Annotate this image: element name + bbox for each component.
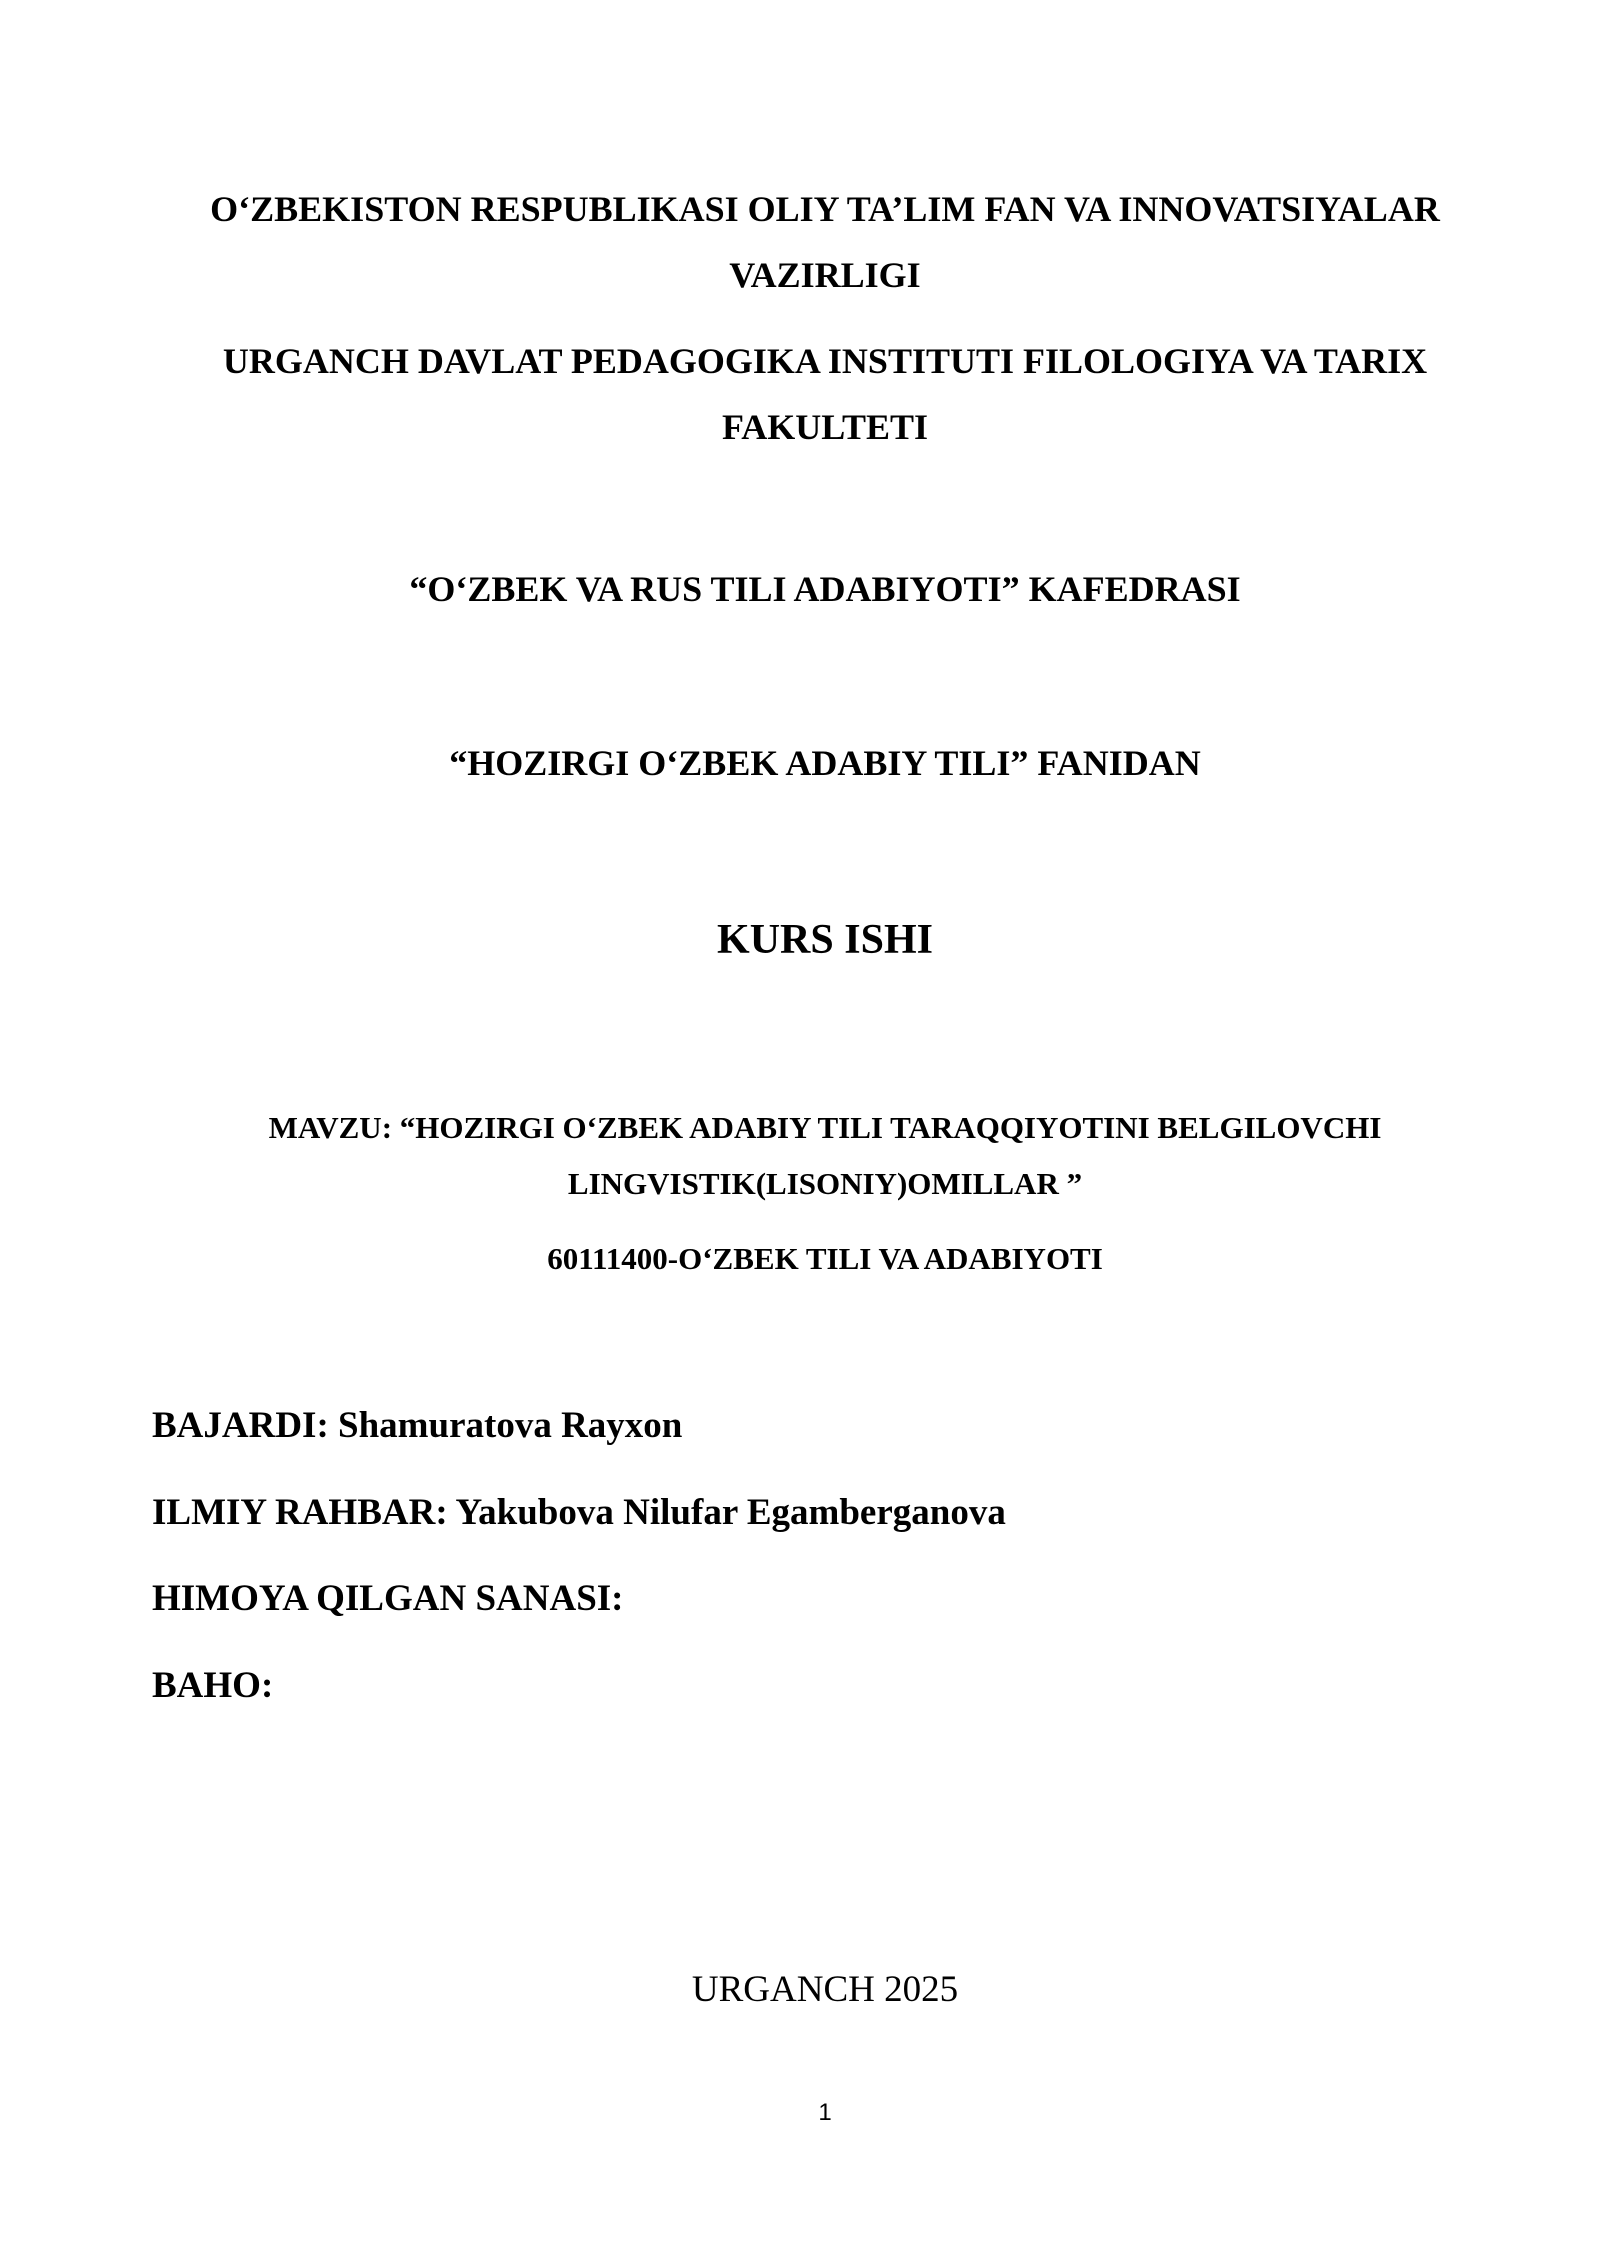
city-year bbox=[28, 1965, 1600, 2015]
work-type-title bbox=[28, 912, 1600, 968]
grade-line: BAHO: bbox=[152, 1665, 274, 1706]
performer-line: BAJARDI: Shamuratova Rayxon bbox=[152, 1405, 683, 1446]
supervisor-line: ILMIY RAHBAR: Yakubova Nilufar Egamberganova bbox=[152, 1492, 1006, 1533]
specialty-code bbox=[28, 1236, 1600, 1282]
department-name: “O‘ZBEK VA RUS TILI ADABIYOTI” KAFEDRASI bbox=[409, 569, 1241, 609]
page-number-label: 1 bbox=[818, 2099, 832, 2126]
topic-heading bbox=[28, 1100, 1600, 1212]
subject-heading bbox=[28, 738, 1600, 788]
work-type-label: KURS ISHI bbox=[717, 917, 933, 963]
department-heading bbox=[28, 564, 1600, 614]
subject-name: “HOZIRGI O‘ZBEK ADABIY TILI” FANIDAN bbox=[449, 743, 1201, 783]
institute-heading-line-1: URGANCH DAVLAT PEDAGOGIKA INSTITUTI FILOLOGIYA VA TARIX bbox=[222, 341, 1428, 381]
specialty-label: 60111400-O‘ZBEK TILI VA ADABIYOTI bbox=[547, 1241, 1103, 1276]
institute-heading bbox=[28, 328, 1600, 460]
ministry-heading-line-2: VAZIRLIGI bbox=[729, 255, 921, 295]
city-year-label: URGANCH 2025 bbox=[691, 1969, 959, 2010]
topic-line-2: LINGVISTIK(LISONIY)OMILLAR ” bbox=[567, 1166, 1083, 1201]
ministry-heading-line-1: O‘ZBEKISTON RESPUBLIKASI OLIY TA’LIM FAN VA INNOVATSIYALAR bbox=[210, 189, 1440, 229]
defense-date-line: HIMOYA QILGAN SANASI: bbox=[152, 1578, 624, 1619]
ministry-heading bbox=[28, 176, 1600, 308]
page-number bbox=[28, 2098, 1600, 2128]
topic-line-1: MAVZU: “HOZIRGI O‘ZBEK ADABIY TILI TARAQQIYOTINI BELGILOVCHI bbox=[268, 1110, 1382, 1145]
institute-heading-line-2: FAKULTETI bbox=[721, 407, 929, 447]
